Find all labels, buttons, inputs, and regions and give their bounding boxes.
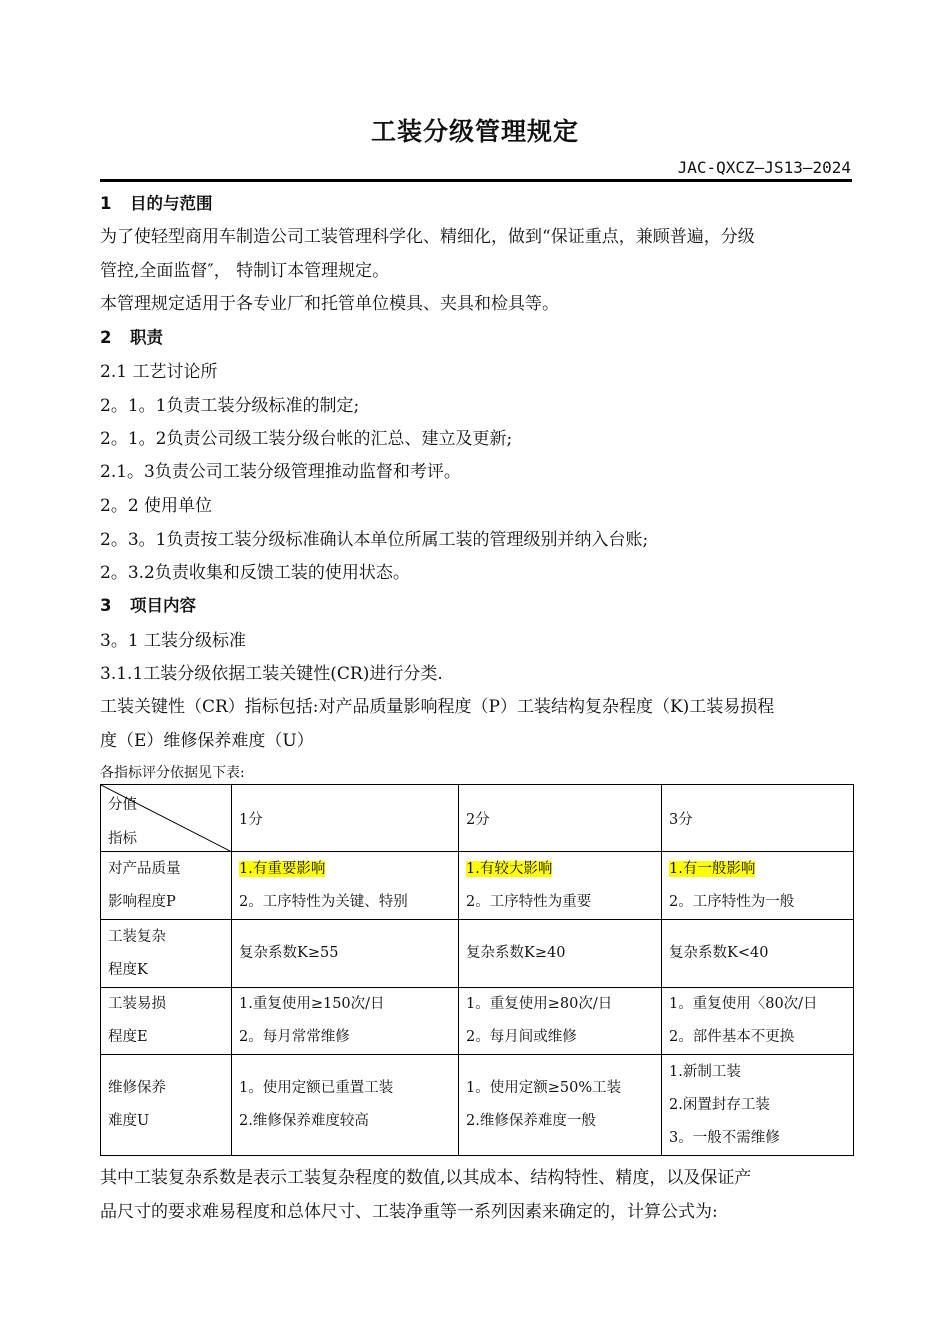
cell-e-score-1	[232, 988, 459, 1055]
clause-2-1-2: 2。1。2负责公司级工装分级台帐的汇总、建立及更新;	[100, 429, 513, 449]
cell-u-score-2	[459, 1055, 662, 1156]
section-1-paragraph-2: 本管理规定适用于各专业厂和托管单位模具、夹具和检具等。	[100, 294, 559, 314]
section-3-title: 项目内容	[130, 596, 196, 615]
row-label-k-line-2: 程度K	[108, 961, 148, 978]
section-1-number: 1	[100, 194, 112, 213]
cell-text: 2。工序特性为关键、特别	[239, 893, 408, 910]
cell-text: 1。重复使用〈80次/日	[669, 996, 818, 1012]
cell-text: 1。使用定额≥50%工装	[466, 1080, 622, 1096]
section-2-heading	[100, 324, 852, 348]
highlighted-text: 1.有一般影响	[669, 860, 756, 877]
cell-p-score-1	[232, 852, 459, 920]
header-value-label: 分值	[108, 797, 137, 813]
table-row-u	[101, 1055, 854, 1156]
cell-k-score-2	[459, 920, 662, 988]
section-1-title: 目的与范围	[130, 194, 213, 213]
row-label-e-line-2: 程度E	[108, 1029, 148, 1045]
cell-text: 2.闲置封存工装	[669, 1096, 770, 1113]
cell-text: 3。一般不需维修	[669, 1129, 780, 1146]
cell-text: 2。工序特性为重要	[466, 893, 592, 910]
cell-text: 复杂系数K<40	[669, 945, 769, 961]
clause-2-1-3: 2.1。3负责公司工装分级管理推动监督和考评。	[100, 462, 461, 482]
cell-u-score-3	[662, 1055, 854, 1156]
cell-text: 复杂系数K≥40	[466, 945, 566, 961]
cell-text: 1。使用定额已重置工装	[239, 1080, 394, 1096]
header-score-3: 3分	[662, 785, 854, 852]
scoring-table	[100, 784, 854, 1156]
table-row-p	[101, 852, 854, 920]
section-1-paragraph-1-line-1: 为了使轻型商用车制造公司工装管理科学化、精细化，做到“保证重点，兼顾普遍，分级	[100, 227, 755, 247]
row-label-p	[101, 852, 232, 920]
row-label-e	[101, 988, 232, 1055]
row-label-k-line-1: 工装复杂	[108, 928, 166, 945]
cell-text: 2。每月常常维修	[239, 1029, 350, 1045]
closing-line-2: 品尺寸的要求难易程度和总体尺寸、工装净重等一系列因素来确定的，计算公式为:	[100, 1202, 718, 1222]
section-3-heading	[100, 592, 852, 616]
row-label-u-line-2: 难度U	[108, 1113, 150, 1129]
cell-p-score-3	[662, 852, 854, 920]
row-label-u-line-1: 维修保养	[108, 1080, 166, 1096]
highlighted-text: 1.有较大影响	[466, 860, 553, 877]
table-caption: 各指标评分依据见下表:	[100, 765, 245, 781]
cell-p-score-2	[459, 852, 662, 920]
row-label-p-line-1: 对产品质量	[108, 860, 181, 877]
closing-line-1: 其中工装复杂系数是表示工装复杂程度的数值,以其成本、结构特性、精度，以及保证产	[100, 1168, 752, 1188]
clause-2-3-1: 2。3。1负责按工装分级标准确认本单位所属工装的管理级别并纳入台账;	[100, 530, 649, 550]
clause-3-1: 3。1 工装分级标准	[100, 631, 247, 651]
table-row-k	[101, 920, 854, 988]
row-label-p-line-2: 影响程度P	[108, 893, 176, 910]
header-rule	[100, 179, 852, 182]
cell-text: 2.维修保养难度一般	[466, 1113, 596, 1129]
cr-definition-line-2: 度（E）维修保养难度（U）	[100, 731, 314, 751]
cell-e-score-2	[459, 988, 662, 1055]
cell-text: 2。部件基本不更换	[669, 1029, 795, 1045]
clause-2-2: 2。2 使用单位	[100, 496, 213, 516]
header-score-2: 2分	[459, 785, 662, 852]
row-label-e-line-1: 工装易损	[108, 996, 166, 1012]
row-label-k	[101, 920, 232, 988]
cell-text: 复杂系数K≥55	[239, 945, 339, 961]
row-label-u	[101, 1055, 232, 1156]
section-3-number: 3	[100, 596, 112, 615]
table-row-e	[101, 988, 854, 1055]
cell-k-score-3	[662, 920, 854, 988]
cell-text: 1。重复使用≥80次/日	[466, 996, 613, 1012]
header-index-label: 指标	[108, 831, 137, 847]
clause-2-1: 2.1 工艺讨论所	[100, 362, 218, 382]
section-2-title: 职责	[130, 328, 163, 347]
cell-text: 2.维修保养难度较高	[239, 1113, 369, 1129]
document-number: JAC-QXCZ—JS13—2024	[677, 158, 851, 177]
cr-definition-line-1: 工装关键性（CR）指标包括:对产品质量影响程度（P）工装结构复杂程度（K)工装易损程	[100, 697, 775, 717]
cell-text: 1.重复使用≥150次/日	[239, 996, 385, 1012]
table-header-row	[101, 785, 854, 852]
document-title: 工装分级管理规定	[370, 117, 579, 146]
cell-text: 2。每月间或维修	[466, 1029, 577, 1045]
section-2-number: 2	[100, 328, 112, 347]
header-score-1: 1分	[232, 785, 459, 852]
cell-text: 1.新制工装	[669, 1063, 741, 1080]
clause-2-1-1: 2。1。1负责工装分级标准的制定;	[100, 396, 360, 416]
clause-2-3-2: 2。3.2负责收集和反馈工装的使用状态。	[100, 563, 410, 583]
section-1-paragraph-1-line-2: 管控,全面监督″， 特制订本管理规定。	[100, 261, 390, 281]
cell-k-score-1	[232, 920, 459, 988]
diagonal-header-cell	[101, 785, 232, 852]
cell-e-score-3	[662, 988, 854, 1055]
cell-text: 2。工序特性为一般	[669, 893, 795, 910]
clause-3-1-1: 3.1.1工装分级依据工装关键性(CR)进行分类.	[100, 664, 443, 684]
highlighted-text: 1.有重要影响	[239, 860, 326, 877]
section-1-heading	[100, 190, 852, 214]
cell-u-score-1	[232, 1055, 459, 1156]
